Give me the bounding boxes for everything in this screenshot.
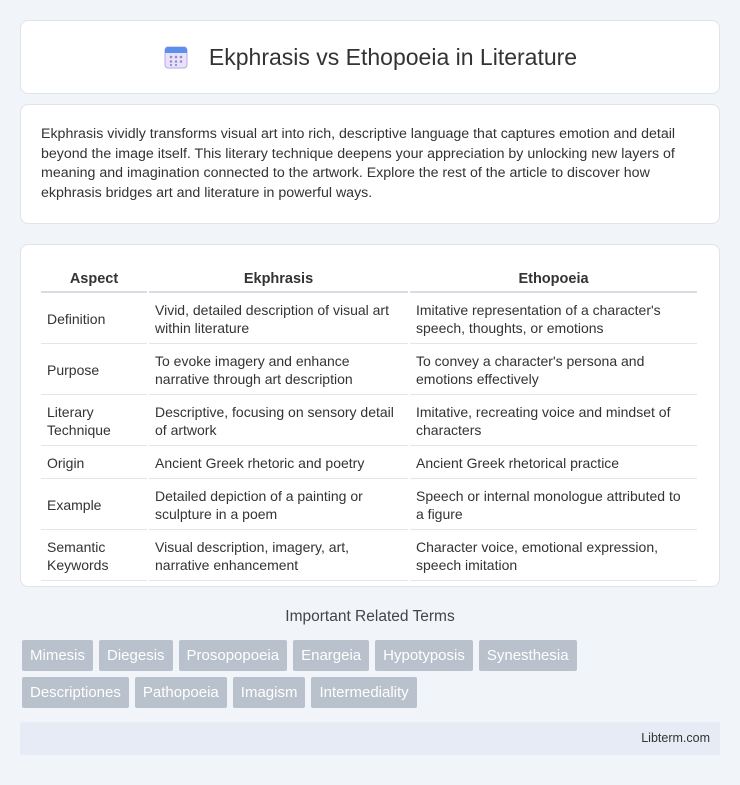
cell-aspect: Example	[41, 481, 147, 530]
cell-ekphrasis: Vivid, detailed description of visual art within literature	[149, 295, 408, 344]
tag-enargeia[interactable]: Enargeia	[293, 640, 369, 671]
related-terms-title: Important Related Terms	[285, 608, 455, 625]
cell-ekphrasis: Detailed depiction of a painting or sculpture in a poem	[149, 481, 408, 530]
tag-hypotyposis[interactable]: Hypotyposis	[375, 640, 473, 671]
tag-synesthesia[interactable]: Synesthesia	[479, 640, 577, 671]
cell-aspect: Literary Technique	[41, 397, 147, 446]
calendar-icon	[163, 44, 189, 70]
tag-mimesis[interactable]: Mimesis	[22, 640, 93, 671]
cell-ethopoeia: Imitative, recreating voice and mindset of characters	[410, 397, 697, 446]
tag-row	[22, 677, 722, 708]
table-row	[41, 481, 697, 530]
table-row	[41, 532, 697, 581]
table-row	[41, 295, 697, 344]
cell-ethopoeia: Speech or internal monologue attributed to a figure	[410, 481, 697, 530]
page-title: Ekphrasis vs Ethopoeia in Literature	[208, 43, 578, 70]
tag-descriptiones[interactable]: Descriptiones	[22, 677, 129, 708]
tag-row	[22, 640, 722, 671]
cell-aspect: Purpose	[41, 346, 147, 395]
cell-ethopoeia: To convey a character's persona and emotions effectively	[410, 346, 697, 395]
cell-ethopoeia: Character voice, emotional expression, speech imitation	[410, 532, 697, 581]
comparison-card	[20, 244, 720, 587]
comparison-table	[39, 265, 699, 583]
tag-imagism[interactable]: Imagism	[233, 677, 306, 708]
cell-aspect: Semantic Keywords	[41, 532, 147, 581]
cell-aspect: Origin	[41, 448, 147, 479]
header-ethopoeia: Ethopoeia	[410, 267, 697, 293]
tag-intermediality[interactable]: Intermediality	[311, 677, 416, 708]
cell-ekphrasis: Descriptive, focusing on sensory detail of artwork	[149, 397, 408, 446]
related-terms	[22, 640, 722, 714]
title-card	[20, 20, 720, 94]
table-row	[41, 397, 697, 446]
cell-ethopoeia: Ancient Greek rhetorical practice	[410, 448, 697, 479]
cell-ethopoeia: Imitative representation of a character's speech, thoughts, or emotions	[410, 295, 697, 344]
tag-diegesis[interactable]: Diegesis	[99, 640, 173, 671]
cell-ekphrasis: To evoke imagery and enhance narrative through art description	[149, 346, 408, 395]
intro-card	[20, 104, 720, 224]
footer	[20, 722, 720, 755]
table-header-row	[41, 267, 697, 293]
table-row	[41, 448, 697, 479]
table-row	[41, 346, 697, 395]
tag-pathopoeia[interactable]: Pathopoeia	[135, 677, 227, 708]
footer-site-link[interactable]: Libterm.com	[641, 731, 710, 745]
tag-prosopopoeia[interactable]: Prosopopoeia	[179, 640, 288, 671]
header-aspect: Aspect	[41, 267, 147, 293]
cell-ekphrasis: Visual description, imagery, art, narrative enhancement	[149, 532, 408, 581]
header-ekphrasis: Ekphrasis	[149, 267, 408, 293]
intro-text: Ekphrasis vividly transforms visual art into rich, descriptive language that captures emotion and detail beyond the image itself. This literary technique deepens your appreciation by unlocking new layers of meaning and imagination connected to the artwork. Explore the rest of the article to discover how ekphrasis bridges art and literature in powerful ways.	[41, 126, 676, 201]
cell-ekphrasis: Ancient Greek rhetoric and poetry	[149, 448, 408, 479]
cell-aspect: Definition	[41, 295, 147, 344]
